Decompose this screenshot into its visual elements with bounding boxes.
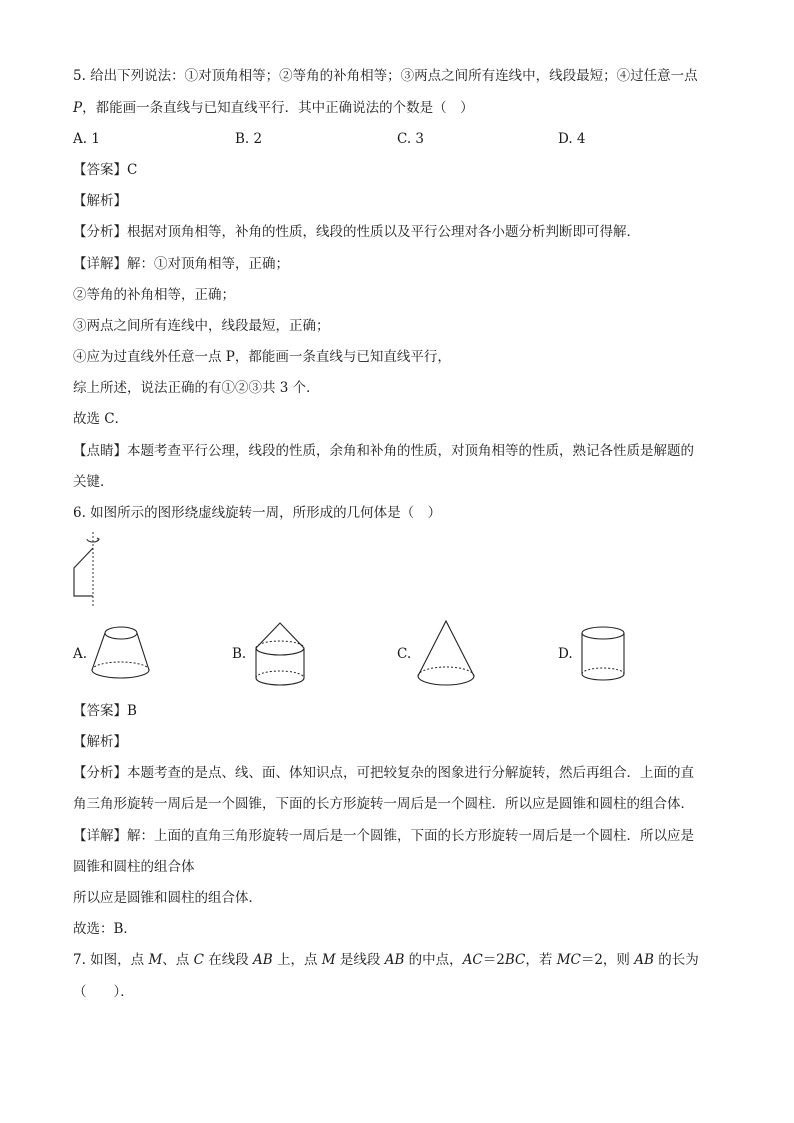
q5-option-c: C. 3 [397,131,425,147]
q6-option-d-label: D. [558,646,573,662]
q6-xiangjie-1: 【详解】解：上面的直角三角形旋转一周后是一个圆锥，下面的长方形旋转一周后是一个圆柱．所以应是 [73,828,694,844]
q6-answer: 【答案】B [73,703,137,719]
q6-option-a-frustum [88,625,152,683]
var-ab: AB [384,952,405,968]
q5-xiangjie-5: 综上所述，说法正确的有①②③共 3 个． [73,380,320,396]
q7-text: 、点 [162,952,194,968]
q5-xiangjie-1: 【详解】解：①对顶角相等，正确； [73,256,289,272]
q6-fenxi-2: 角三角形旋转一周后是一个圆锥，下面的长方形旋转一周后是一个圆柱．所以应是圆锥和圆柱的组合体． [73,796,694,812]
q5-dianjing-1: 【点睛】本题考查平行公理，线段的性质，余角和补角的性质，对顶角相等的性质，熟记各性质是解题的 [73,443,694,459]
var-m: M [321,952,336,968]
q6-option-b-label: B. [232,646,247,662]
q5-stem-line2 [73,98,474,118]
q7-text: ，若 [525,952,557,968]
q5-fenxi: 【分析】根据对顶角相等，补角的性质，线段的性质以及平行公理对各小题分析判断即可得解． [73,224,640,240]
var-bc: BC [504,952,526,968]
q5-answer: 【答案】C [73,162,138,178]
q7-text: 在线段 [203,952,254,968]
q5-stem-line2-rest: ，都能画一条直线与已知直线平行．其中正确说法的个数是（ ） [82,100,474,116]
q6-xiangjie-2: 圆锥和圆柱的组合体 [73,859,195,875]
q6-option-d-cylinder [578,624,630,684]
var-c: C [193,952,204,968]
var-m: M [148,952,163,968]
q6-option-a-label: A. [73,646,88,662]
q5-jiexi: 【解析】 [73,193,127,209]
q6-xiangjie-4: 故选：B． [73,921,137,937]
var-ac: AC [462,952,483,968]
q6-option-b-cone-cylinder [252,620,310,688]
var-ab: AB [634,952,654,968]
var-mc: MC [556,952,581,968]
q5-dianjing-2: 关键． [73,474,114,490]
q6-jiexi: 【解析】 [73,734,127,750]
q7-text: 是线段 [335,952,385,968]
q5-option-b: B. 2 [235,131,263,147]
var-p: P [73,100,83,116]
q6-stem: 6. 如图所示的图形绕虚线旋转一周，所形成的几何体是（ ） [73,505,442,521]
q5-option-a: A. 1 [73,131,100,147]
var-ab: AB [253,952,273,968]
q6-option-c-label: C. [397,646,412,662]
q6-fenxi-1: 【分析】本题考查的是点、线、面、体知识点，可把较复杂的图象进行分解旋转，然后再组合．上面的直 [73,765,694,781]
q7-text: ＝2，则 [580,952,635,968]
q6-figure-rotation-shape [60,530,110,610]
q5-xiangjie-3: ③两点之间所有连线中，线段最短，正确； [73,318,330,334]
q7-text: 的长为 [653,952,699,968]
q5-xiangjie-6: 故选 C． [73,411,129,427]
q6-xiangjie-3: 所以应是圆锥和圆柱的组合体． [73,890,262,906]
q7-text: 上，点 [272,952,322,968]
q5-xiangjie-2: ②等角的补角相等，正确； [73,287,235,303]
q5-xiangjie-4: ④应为过直线外任意一点 P，都能画一条直线与已知直线平行， [73,349,451,365]
q7-stem-line1 [73,950,699,970]
q5-stem-line1: 5. 给出下列说法：①对顶角相等；②等角的补角相等；③两点之间所有连线中，线段最短；④过任意一点 [73,68,698,84]
q7-text: 7. 如图，点 [73,952,149,968]
q6-option-c-cone [414,618,478,690]
q7-text: ＝2 [482,952,505,968]
q7-text: 的中点， [404,952,463,968]
q5-option-d: D. 4 [558,131,586,147]
q7-stem-line2: （ ）． [73,984,134,1000]
